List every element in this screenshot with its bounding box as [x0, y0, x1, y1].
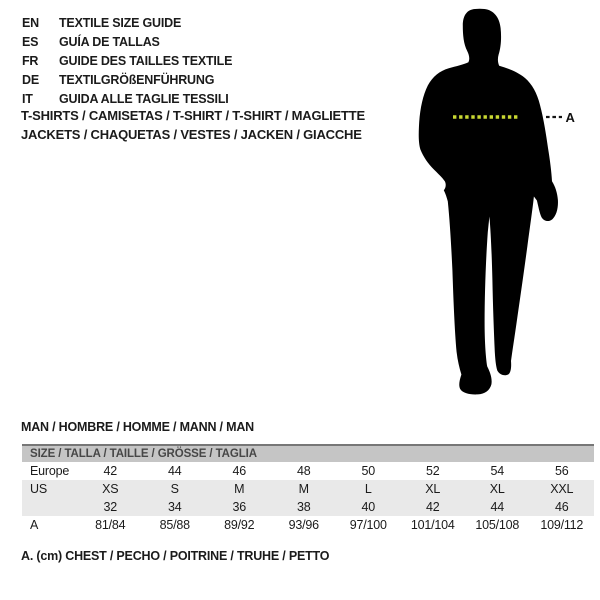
- size-value: 50: [361, 464, 375, 478]
- language-label: TEXTILE SIZE GUIDE: [59, 16, 182, 30]
- size-value: 32: [103, 500, 117, 514]
- size-value: XS: [102, 482, 119, 496]
- size-value: 81/84: [95, 518, 126, 532]
- language-label: TEXTILGRÖßENFÜHRUNG: [59, 73, 215, 87]
- measure-label-a: A: [565, 109, 575, 125]
- language-code: ES: [22, 35, 39, 49]
- size-value: 54: [490, 464, 504, 478]
- size-value: XXL: [550, 482, 574, 496]
- size-value: M: [298, 482, 309, 496]
- language-row-fr: [22, 52, 232, 71]
- row-label: Europe: [30, 464, 70, 478]
- size-value: 48: [296, 464, 311, 478]
- size-value: 42: [425, 500, 440, 514]
- size-value: 42: [103, 464, 117, 478]
- category-line-tshirts: T-SHIRTS / CAMISETAS / T-SHIRT / T-SHIRT / MAGLIETTE: [21, 108, 365, 123]
- size-value: 38: [296, 500, 311, 514]
- size-value: 52: [425, 464, 440, 478]
- size-value: XL: [489, 482, 505, 496]
- language-code: DE: [22, 73, 39, 87]
- size-value: S: [170, 482, 179, 496]
- size-value: L: [364, 482, 372, 496]
- size-value: M: [234, 482, 245, 496]
- size-value: 44: [490, 500, 504, 514]
- language-code: FR: [22, 54, 39, 68]
- size-value: 46: [554, 500, 569, 514]
- size-value: 85/88: [159, 518, 190, 532]
- size-table-row-us: [22, 480, 594, 498]
- row-label: [22, 498, 78, 516]
- language-label: GUIDA ALLE TAGLIE TESSILI: [59, 92, 229, 106]
- measurement-footnote: A. (cm) CHEST / PECHO / POITRINE / TRUHE / PETTO: [21, 549, 330, 563]
- size-table-body: [22, 462, 594, 534]
- size-table-row-a: [22, 516, 594, 534]
- language-row-de: [22, 71, 232, 90]
- language-code: EN: [22, 16, 39, 30]
- size-value: 89/92: [224, 518, 255, 532]
- size-value: 46: [232, 464, 246, 478]
- size-value: 109/112: [540, 518, 584, 532]
- size-value: XL: [425, 482, 441, 496]
- language-label: GUÍA DE TALLAS: [59, 35, 160, 49]
- man-silhouette-figure: [400, 0, 600, 410]
- size-value: 105/108: [475, 518, 520, 532]
- section-label-man: MAN / HOMBRE / HOMME / MANN / MAN: [21, 420, 254, 434]
- size-value: 56: [554, 464, 569, 478]
- language-list: [22, 14, 232, 109]
- row-label: A: [30, 518, 39, 532]
- size-table-row-europe: [22, 462, 594, 480]
- size-value: 34: [167, 500, 182, 514]
- size-table: [22, 444, 594, 534]
- size-value: 97/100: [349, 518, 387, 532]
- category-lines: [21, 106, 365, 144]
- size-value: 44: [167, 464, 182, 478]
- man-silhouette: [419, 9, 558, 395]
- language-label: GUIDE DES TAILLES TEXTILE: [59, 54, 233, 68]
- row-label: US: [30, 482, 47, 496]
- language-code: IT: [22, 92, 33, 106]
- language-row-es: [22, 33, 232, 52]
- size-value: 36: [232, 500, 246, 514]
- language-row-en: [22, 14, 232, 33]
- size-value: 101/104: [410, 518, 455, 532]
- size-value: 40: [361, 500, 375, 514]
- size-table-header: SIZE / TALLA / TAILLE / GRÖSSE / TAGLIA: [22, 444, 594, 462]
- size-table-row-numeric: [22, 498, 594, 516]
- size-value: 93/96: [288, 518, 319, 532]
- category-line-jackets: JACKETS / CHAQUETAS / VESTES / JACKEN / GIACCHE: [21, 127, 362, 142]
